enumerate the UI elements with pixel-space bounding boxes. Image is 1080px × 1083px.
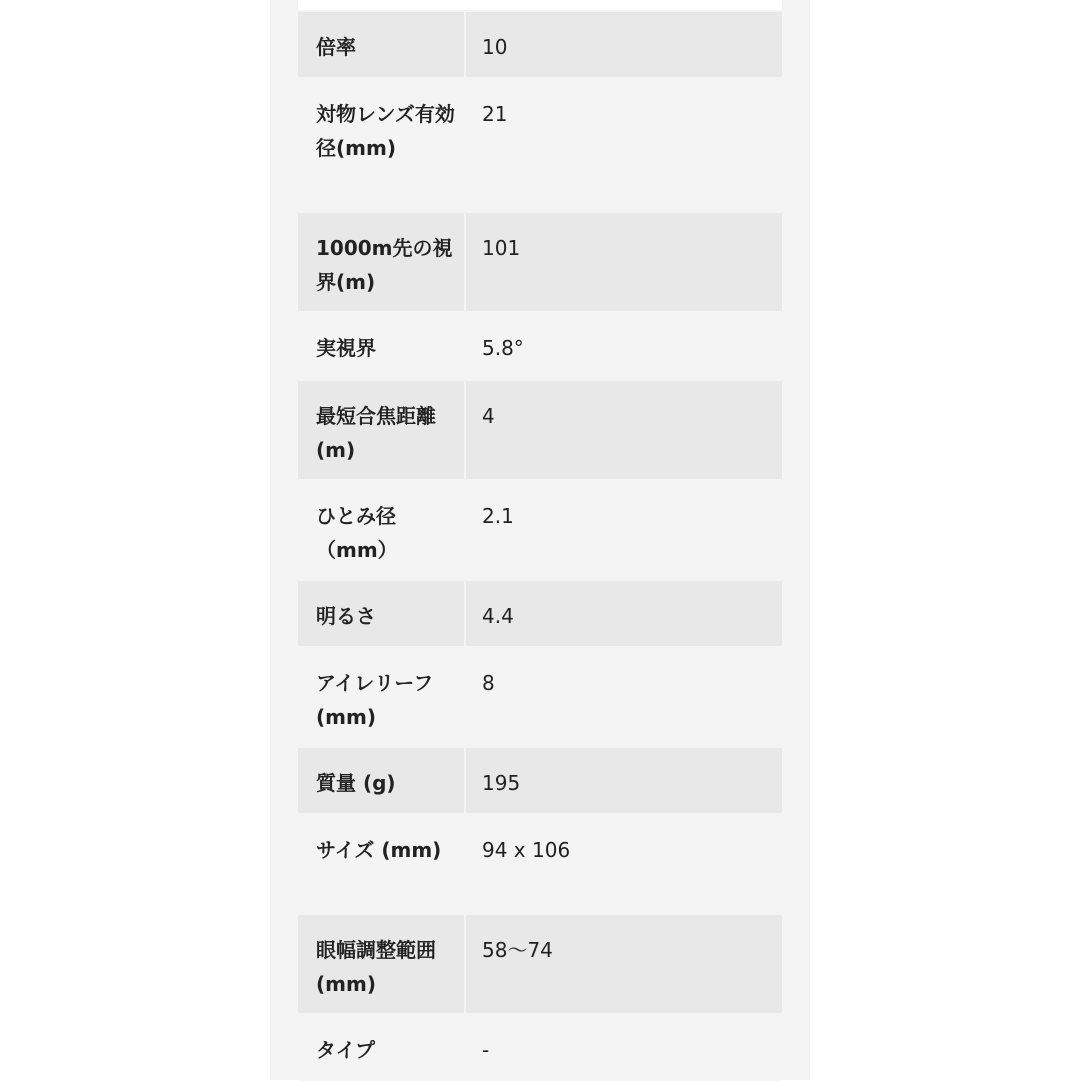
row-value: 4.4 xyxy=(466,581,782,646)
spec-table xyxy=(298,10,782,1083)
table-row xyxy=(298,915,782,1013)
table-row xyxy=(298,313,782,379)
row-value: 101 xyxy=(466,213,782,311)
row-label: 倍率 xyxy=(298,12,466,77)
row-value: 94 x 106 xyxy=(466,815,782,913)
row-label: 明るさ xyxy=(298,581,466,646)
row-label: 最短合焦距離 (m) xyxy=(298,381,466,479)
table-row xyxy=(298,748,782,813)
row-label: アイレリーフ (mm) xyxy=(298,648,466,746)
row-label: 質量 (g) xyxy=(298,748,466,813)
table-row xyxy=(298,79,782,211)
row-value: 4 xyxy=(466,381,782,479)
table-row xyxy=(298,648,782,746)
row-value: 195 xyxy=(466,748,782,813)
row-value: 10 xyxy=(466,12,782,77)
row-label: 眼幅調整範囲(mm) xyxy=(298,915,466,1013)
row-label: 1000m先の視界(m) xyxy=(298,213,466,311)
table-row xyxy=(298,381,782,479)
row-value: 21 xyxy=(466,79,782,211)
row-label: 実視界 xyxy=(298,313,466,379)
top-strip xyxy=(298,0,782,10)
row-value: 2.1 xyxy=(466,481,782,579)
table-row xyxy=(298,1015,782,1081)
table-row xyxy=(298,581,782,646)
row-label: サイズ (mm) xyxy=(298,815,466,913)
row-value: - xyxy=(466,1015,782,1081)
table-row xyxy=(298,12,782,77)
row-label: ひとみ径（mm） xyxy=(298,481,466,579)
table-row xyxy=(298,815,782,913)
table-row xyxy=(298,481,782,579)
row-value: 58〜74 xyxy=(466,915,782,1013)
row-label: タイプ xyxy=(298,1015,466,1081)
row-value: 8 xyxy=(466,648,782,746)
row-label: 対物レンズ有効径(mm) xyxy=(298,79,466,211)
table-row xyxy=(298,213,782,311)
row-value: 5.8° xyxy=(466,313,782,379)
